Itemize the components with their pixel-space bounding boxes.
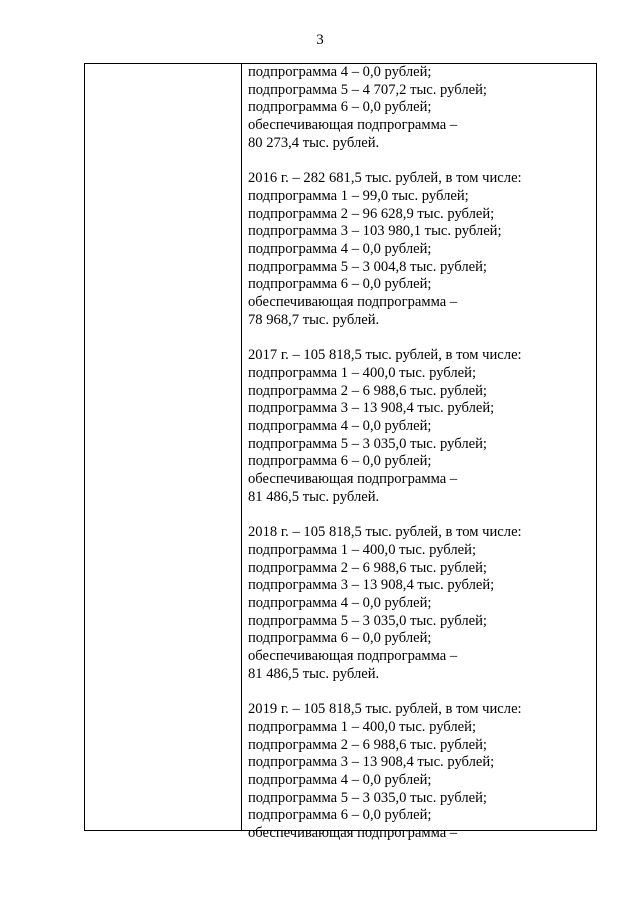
text-line: подпрограмма 4 – 0,0 рублей; — [248, 595, 432, 612]
text-line: подпрограмма 5 – 4 707,2 тыс. рублей; — [248, 81, 487, 98]
text-line: подпрограмма 5 – 3 035,0 тыс. рублей; — [248, 789, 487, 806]
text-line: подпрограмма 5 – 3 035,0 тыс. рублей; — [248, 612, 487, 629]
text-line: подпрограмма 1 – 400,0 тыс. рублей; — [248, 364, 476, 381]
text-line: подпрограмма 6 – 0,0 рублей; — [248, 453, 432, 470]
text-line: подпрограмма 1 – 400,0 тыс. рублей; — [248, 718, 476, 735]
text-line: обеспечивающая подпрограмма – — [248, 117, 458, 134]
funding-cell — [248, 64, 593, 843]
year-heading: 2019 г. – 105 818,5 тыс. рублей, в том числе: — [248, 701, 522, 718]
year-block-2019 — [248, 701, 593, 843]
text-line: подпрограмма 2 – 6 988,6 тыс. рублей; — [248, 736, 487, 753]
text-line: подпрограмма 5 – 3 004,8 тыс. рублей; — [248, 258, 487, 275]
text-line: обеспечивающая подпрограмма – — [248, 825, 458, 842]
page-number: 3 — [316, 32, 324, 48]
text-line: подпрограмма 3 – 13 908,4 тыс. рублей; — [248, 400, 495, 417]
year-block-2016 — [248, 170, 593, 329]
text-line: 81 486,5 тыс. рублей. — [248, 488, 380, 505]
text-line: обеспечивающая подпрограмма – — [248, 471, 458, 488]
text-line: подпрограмма 3 – 13 908,4 тыс. рублей; — [248, 754, 495, 771]
year-block-2017 — [248, 347, 593, 506]
text-line: подпрограмма 4 – 0,0 рублей; — [248, 418, 432, 435]
text-line: подпрограмма 3 – 13 908,4 тыс. рублей; — [248, 577, 495, 594]
year-heading: 2018 г. – 105 818,5 тыс. рублей, в том числе: — [248, 524, 522, 541]
top-block — [248, 64, 593, 153]
text-line: подпрограмма 5 – 3 035,0 тыс. рублей; — [248, 435, 487, 452]
year-heading: 2017 г. – 105 818,5 тыс. рублей, в том числе: — [248, 347, 522, 364]
year-block-2018 — [248, 524, 593, 683]
text-line: подпрограмма 6 – 0,0 рублей; — [248, 630, 432, 647]
text-line: подпрограмма 6 – 0,0 рублей; — [248, 276, 432, 293]
text-line: подпрограмма 1 – 99,0 тыс. рублей; — [248, 187, 469, 204]
column-divider — [241, 63, 242, 831]
text-line: 80 273,4 тыс. рублей. — [248, 134, 380, 151]
text-line: подпрограмма 6 – 0,0 рублей; — [248, 807, 432, 824]
text-line: подпрограмма 4 – 0,0 рублей; — [248, 772, 432, 789]
text-line: подпрограмма 4 – 0,0 рублей; — [248, 64, 432, 80]
text-line: подпрограмма 6 – 0,0 рублей; — [248, 99, 432, 116]
text-line: подпрограмма 2 – 96 628,9 тыс. рублей; — [248, 205, 495, 222]
text-line: обеспечивающая подпрограмма – — [248, 294, 458, 311]
text-line: 78 968,7 тыс. рублей. — [248, 311, 380, 328]
text-line: подпрограмма 2 – 6 988,6 тыс. рублей; — [248, 382, 487, 399]
text-line: подпрограмма 3 – 103 980,1 тыс. рублей; — [248, 223, 502, 240]
text-line: подпрограмма 2 – 6 988,6 тыс. рублей; — [248, 559, 487, 576]
year-heading: 2016 г. – 282 681,5 тыс. рублей, в том числе: — [248, 170, 522, 187]
text-line: подпрограмма 4 – 0,0 рублей; — [248, 241, 432, 258]
text-line: 81 486,5 тыс. рублей. — [248, 665, 380, 682]
text-line: подпрограмма 1 – 400,0 тыс. рублей; — [248, 541, 476, 558]
text-line: обеспечивающая подпрограмма – — [248, 648, 458, 665]
